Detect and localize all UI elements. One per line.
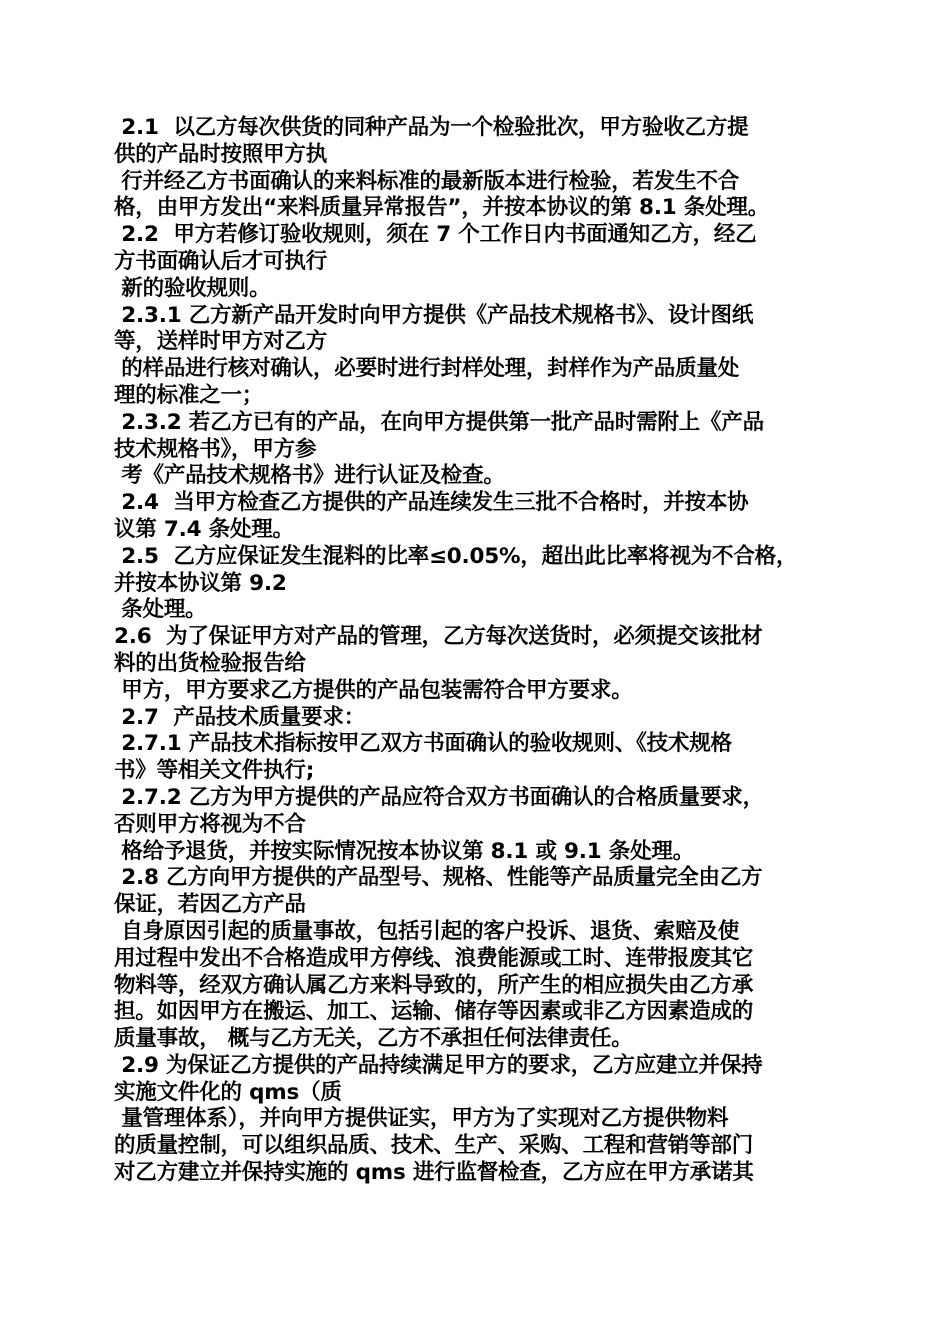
text-line: 质量事故， 概与乙方无关，乙方不承担任何法律责任。 <box>114 1026 633 1052</box>
text-line: 的样品进行核对确认，必要时进行封样处理，封样作为产品质量处 <box>114 356 739 382</box>
text-line: 2.8 乙方向甲方提供的产品型号、规格、性能等产品质量完全由乙方 <box>114 865 763 891</box>
text-line: 量管理体系），并向甲方提供证实，甲方为了实现对乙方提供物料 <box>114 1106 729 1132</box>
text-line: 料的出货检验报告给 <box>114 650 306 676</box>
text-line: 甲方，甲方要求乙方提供的产品包装需符合甲方要求。 <box>114 677 633 703</box>
text-line: 书》等相关文件执行; <box>114 758 315 784</box>
text-line: 用过程中发出不合格造成甲方停线、浪费能源或工时、连带报废其它 <box>114 945 754 971</box>
text-line: 2.7 产品技术质量要求： <box>114 704 366 730</box>
text-line: 的质量控制，可以组织品质、技术、生产、采购、工程和营销等部门 <box>114 1133 754 1159</box>
text-line: 2.3.1 乙方新产品开发时向甲方提供《产品技术规格书》、设计图纸 <box>114 302 754 328</box>
text-line: 2.6 为了保证甲方对产品的管理，乙方每次送货时，必须提交该批材 <box>114 624 763 650</box>
text-line: 2.4 当甲方检查乙方提供的产品连续发生三批不合格时，并按本协 <box>114 490 749 516</box>
text-line: 考《产品技术规格书》进行认证及检查。 <box>114 463 505 489</box>
text-line: 新的验收规则。 <box>114 275 271 301</box>
text-line: 理的标准之一； <box>114 382 264 408</box>
text-line: 保证，若因乙方产品 <box>114 892 306 918</box>
text-line: 格给予退货，并按实际情况按本协议第 8.1 或 9.1 条处理。 <box>114 838 695 864</box>
text-line: 担。如因甲方在搬运、加工、运输、储存等因素或非乙方因素造成的 <box>114 999 754 1025</box>
text-line: 供的产品时按照甲方执 <box>114 141 328 167</box>
text-line: 2.3.2 若乙方已有的产品，在向甲方提供第一批产品时需附上《产品 <box>114 409 764 435</box>
text-line: 物料等，经双方确认属乙方来料导致的，所产生的相应损失由乙方承 <box>114 972 754 998</box>
text-line: 条处理。 <box>114 597 207 623</box>
text-line: 并按本协议第 9.2 <box>114 570 287 596</box>
text-line: 技术规格书》，甲方参 <box>114 436 317 462</box>
text-line: 2.9 为保证乙方提供的产品持续满足甲方的要求，乙方应建立并保持 <box>114 1052 763 1078</box>
text-line: 2.1 以乙方每次供货的同种产品为一个检验批次，甲方验收乙方提 <box>114 115 749 140</box>
text-line: 实施文件化的 qms（质 <box>114 1079 342 1105</box>
text-line: 方书面确认后才可执行 <box>114 248 328 274</box>
text-line: 2.2 甲方若修订验收规则，须在 7 个工作日内书面通知乙方，经乙 <box>114 222 757 248</box>
document-page <box>114 115 844 1187</box>
text-line: 2.7.2 乙方为甲方提供的产品应符合双方书面确认的合格质量要求， <box>114 784 764 810</box>
text-line: 格，由甲方发出“来料质量异常报告”，并按本协议的第 8.1 条处理。 <box>114 195 770 221</box>
text-line: 2.7.1 产品技术指标按甲乙双方书面确认的验收规则、《技术规格 <box>114 731 732 757</box>
text-line: 自身原因引起的质量事故，包括引起的客户投诉、退货、索赔及使 <box>114 918 739 944</box>
text-line: 对乙方建立并保持实施的 qms 进行监督检查，乙方应在甲方承诺其 <box>114 1160 754 1186</box>
text-line: 2.5 乙方应保证发生混料的比率≤0.05%，超出此比率将视为不合格， <box>114 543 798 569</box>
text-line: 议第 7.4 条处理。 <box>114 516 294 542</box>
text-line: 否则甲方将视为不合 <box>114 811 306 837</box>
text-line: 等，送样时甲方对乙方 <box>114 329 328 355</box>
text-line: 行并经乙方书面确认的来料标准的最新版本进行检验，若发生不合 <box>114 168 739 194</box>
